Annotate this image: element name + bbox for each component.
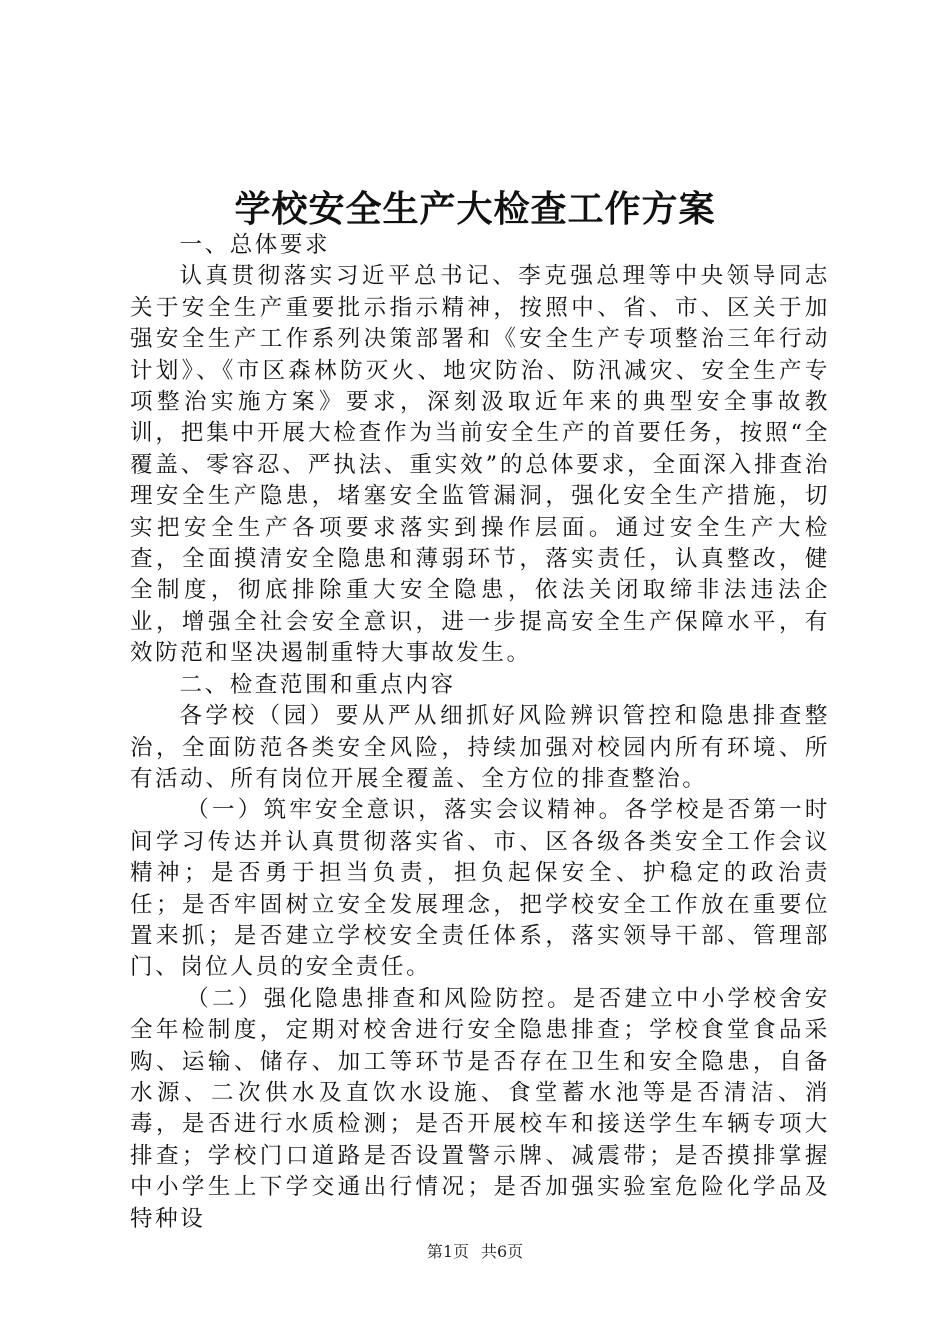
paragraph-scope: 各学校（园）要从严从细抓好风险辨识管控和隐患排查整治，全面防范各类安全风险，持续加强对校园内所有环境、所有活动、所有岗位开展全覆盖、全方位的排查整治。 bbox=[130, 703, 830, 792]
document-title: 学校安全生产大检查工作方案 bbox=[234, 188, 716, 230]
page-total: 共6页 bbox=[481, 1242, 524, 1261]
paragraph-item-1: （一）筑牢安全意识，落实会议精神。各学校是否第一时间学习传达并认真贯彻落实省、市、区各级各类安全工作会议精神；是否勇于担当负责，担负起保安全、护稳定的政治责任；是否牢固树立安全发展理念，把学校安全工作放在重要位置来抓；是否建立学校安全责任体系，落实领导干部、管理部门、岗位人员的安全责任。 bbox=[130, 797, 830, 981]
paragraph-item-2: （二）强化隐患排查和风险防控。是否建立中小学校舍安全年检制度，定期对校舍进行安全隐患排查；学校食堂食品采购、运输、储存、加工等环节是否存在卫生和安全隐患，自备水源、二次供水及直饮水设施、食堂蓄水池等是否清洁、消毒，是否进行水质检测；是否开展校车和接送学生车辆专项大排查；学校门口道路是否设置警示牌、减震带；是否摸排掌握中小学生上下学交通出行情况；是否加强实验室危险化学品及特种设 bbox=[130, 985, 830, 1232]
document-body bbox=[130, 230, 830, 1235]
page-footer bbox=[0, 1241, 950, 1263]
section-heading-2: 二、检查范围和重点内容 bbox=[179, 671, 456, 698]
section-heading-1: 一、总体要求 bbox=[179, 232, 331, 258]
paragraph-overall-requirements: 认真贯彻落实习近平总书记、李克强总理等中央领导同志关于安全生产重要批示指示精神，按照中、省、市、区关于加强安全生产工作系列决策部署和《安全生产专项整治三年行动计划》、《市区森林防灭火、地灾防治、防汛减灾、安全生产专项整治实施方案》要求，深刻汲取近年来的典型安全事故教训，把集中开展大检查作为当前安全生产的首要任务，按照“全覆盖、零容忍、严执法、重实效”的总体要求，全面深入排查治理安全生产隐患，堵塞安全监管漏洞，强化安全生产措施，切实把安全生产各项要求落实到操作层面。通过安全生产大检查，全面摸清安全隐患和薄弱环节，落实责任，认真整改，健全制度，彻底排除重大安全隐患，依法关闭取缔非法违法企业，增强全社会安全意识，进一步提高安全生产保障水平，有效防范和坚决遏制重特大事故发生。 bbox=[130, 263, 830, 667]
page-number: 第1页 bbox=[426, 1242, 469, 1261]
